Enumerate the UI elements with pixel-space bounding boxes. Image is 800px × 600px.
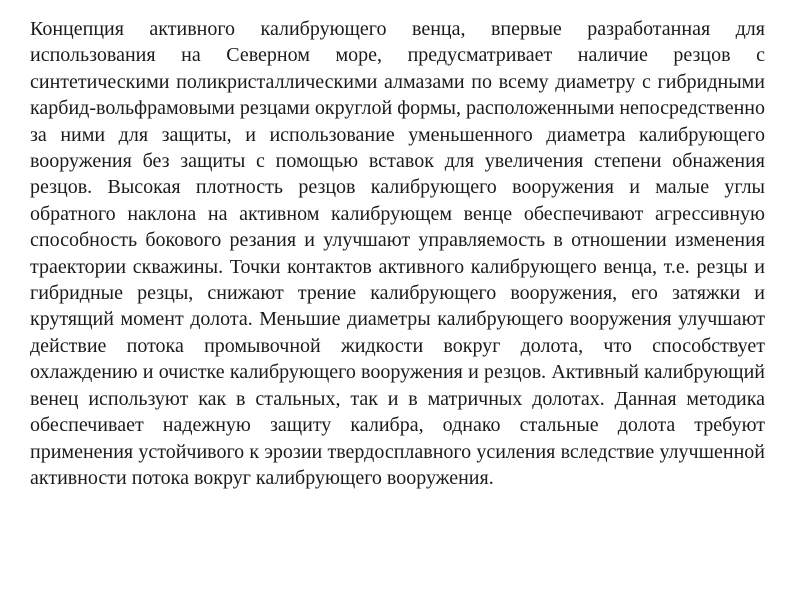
body-paragraph: Концепция активного калибрующего венца, впервые разработанная для использования на Северном море, предусматривает наличие резцов с синтетическими поликристаллическими алмазами по всему диаметру с гибридными карбид-вольфрамовыми резцами округлой формы, расположенными непосредственно за ними для защиты, и использование уменьшенного диаметра калибрующего вооружения без защиты с помощью вставок для увеличения степени обнажения резцов. Высокая плотность резцов калибрующего вооружения и малые углы обратного наклона на активном калибрующем венце обеспечивают агрессивную способность бокового резания и улучшают управляемость в отношении изменения траектории скважины. Точки контактов активного калибрующего венца, т.е. резцы и гибридные резцы, снижают трение калибрующего вооружения, его затяжки и крутящий момент долота. Меньшие диаметры калибрующего вооружения улучшают действие потока промывочной жидкости вокруг долота, что способствует охлаждению и очистке калибрующего вооружения и резцов. Активный калибрующий венец используют как в стальных, так и в матричных долотах. Данная методика обеспечивает надежную защиту калибра, однако стальные долота требуют применения устойчивого к эрозии твердосплавного усиления вследствие улучшенной активности потока вокруг калибрующего вооружения. [30,18,765,489]
